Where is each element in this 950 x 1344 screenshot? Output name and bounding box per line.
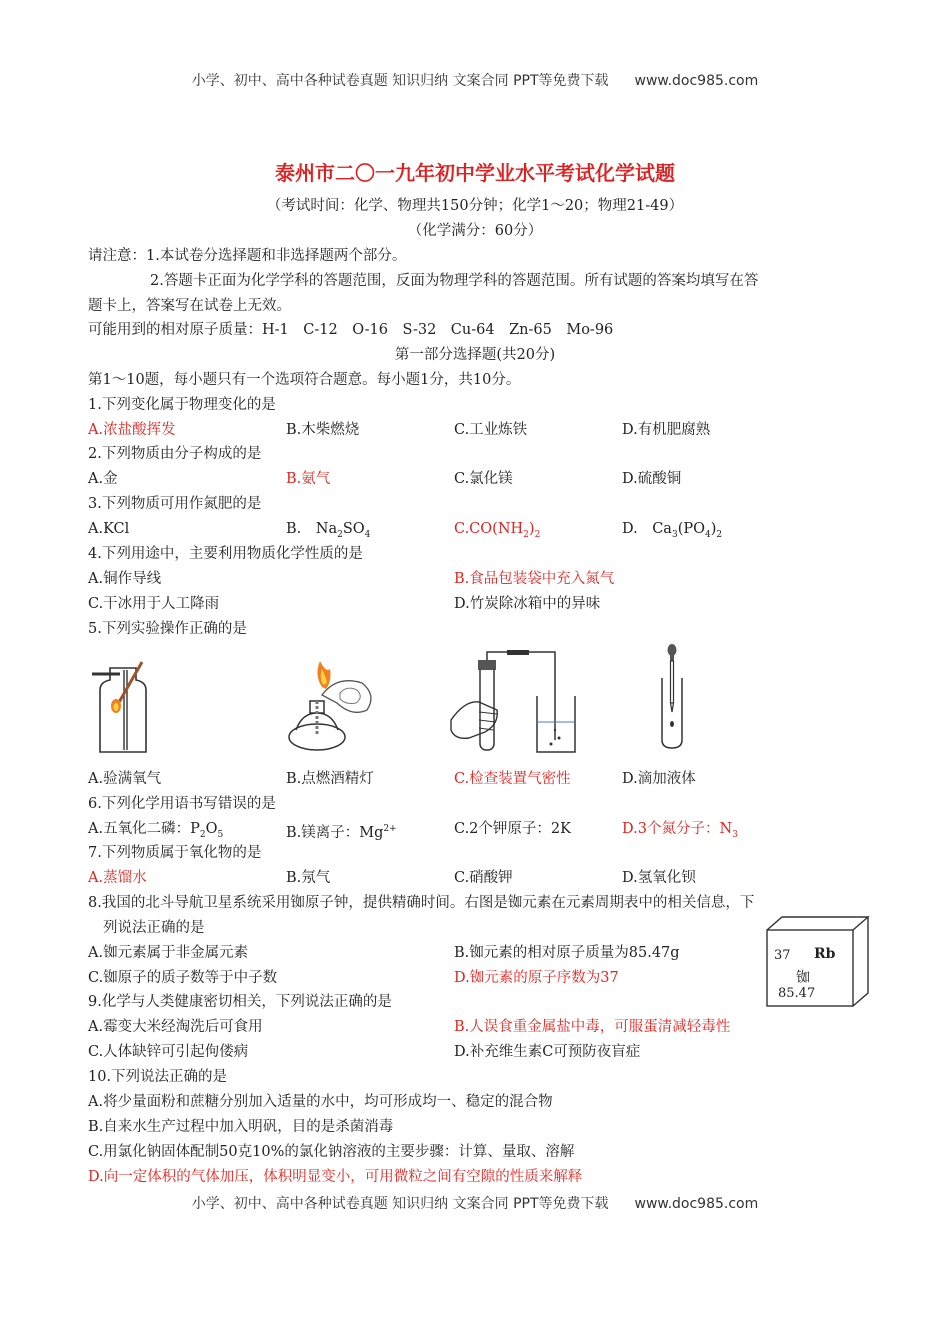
full-score: （化学满分：60分） [407, 223, 543, 239]
q9-option-a: A.霉变大米经淘洗后可食用 [88, 1019, 263, 1035]
q1-option-c: C.工业炼铁 [454, 422, 528, 438]
q8-stem-2: 列说法正确的是 [103, 920, 205, 936]
q1-option-d: D.有机肥腐熟 [622, 422, 711, 438]
q3-option-a: A.KCl [88, 521, 130, 537]
q4-option-a: A.铜作导线 [88, 571, 162, 587]
q10-stem: 10.下列说法正确的是 [88, 1069, 228, 1085]
q2-option-b: B.氨气 [286, 471, 331, 487]
q2-option-c: C.氯化镁 [454, 471, 513, 487]
q9-option-c: C.人体缺锌可引起佝偻病 [88, 1044, 249, 1060]
oxygen-test-figure [90, 660, 160, 755]
q7-option-d: D.氢氧化钡 [622, 870, 696, 886]
q4-stem: 4.下列用途中，主要利用物质化学性质的是 [88, 546, 363, 562]
page-footer [0, 1193, 950, 1213]
instructions: 第1～10题，每小题只有一个选项符合题意。每小题1分，共10分。 [88, 372, 521, 388]
q6-option-c: C.2个钾原子：2K [454, 821, 571, 837]
exam-title: 泰州市二〇一九年初中学业水平考试化学试题 [275, 161, 675, 185]
q6-stem: 6.下列化学用语书写错误的是 [88, 796, 276, 812]
exam-time: （考试时间：化学、物理共150分钟；化学1～20；物理21-49） [266, 198, 684, 214]
footer-text: 小学、初中、高中各种试卷真题 知识归纳 文案合同 PPT等免费下载 [191, 1196, 609, 1212]
header-site[interactable]: www.doc985.com [634, 73, 759, 89]
q8-option-d: D.铷元素的原子序数为37 [454, 970, 619, 986]
q10-option-c: C.用氯化钠固体配制50克10%的氯化钠溶液的主要步骤：计算、量取、溶解 [88, 1144, 575, 1160]
q7-option-a: A.蒸馏水 [88, 870, 147, 886]
notice-line2: 2.答题卡正面为化学学科的答题范围，反面为物理学科的答题范围。所有试题的答案均填写在答 [150, 273, 759, 289]
footer-site[interactable]: www.doc985.com [634, 1196, 759, 1212]
q4-option-b: B.食品包装袋中充入氮气 [454, 571, 615, 587]
element-number: 37 [774, 948, 791, 963]
atomic-masses: 可能用到的相对原子质量：H-1 C-12 O-16 S-32 Cu-64 Zn-65 Mo-96 [88, 322, 614, 338]
element-symbol: Rb [814, 946, 836, 962]
notice-line3: 题卡上，答案写在试卷上无效。 [88, 298, 291, 314]
q4-option-c: C.干冰用于人工降雨 [88, 596, 220, 612]
q5-option-c: C.检查装置气密性 [454, 771, 571, 787]
q1-option-a: A.浓盐酸挥发 [88, 422, 176, 438]
q5-option-b: B.点燃酒精灯 [286, 771, 374, 787]
q7-option-b: B.氖气 [286, 870, 331, 886]
q7-option-c: C.硝酸钾 [454, 870, 513, 886]
q2-option-a: A.金 [88, 471, 118, 487]
q6-option-b: B.镁离子：$Mg^{2+}$ [286, 824, 397, 841]
q5-option-a: A.验满氧气 [88, 771, 162, 787]
q8-option-c: C.铷原子的质子数等于中子数 [88, 970, 278, 986]
q3-option-d: D. $Ca_3(PO_4)_2$ [622, 521, 723, 540]
q10-option-d: D.向一定体积的气体加压，体积明显变小，可用微粒之间有空隙的性质来解释 [88, 1169, 583, 1185]
q6-option-a: A.五氧化二磷：$P_2O_5$ [88, 821, 224, 840]
q7-stem: 7.下列物质属于氧化物的是 [88, 845, 262, 861]
element-name: 铷 [796, 970, 810, 986]
q10-option-a: A.将少量面粉和蔗糖分别加入适量的水中，均可形成均一、稳定的混合物 [88, 1094, 553, 1110]
q9-option-d: D.补充维生素C可预防夜盲症 [454, 1044, 641, 1060]
q1-stem: 1.下列变化属于物理变化的是 [88, 397, 276, 413]
q6-option-d: D.3个氮分子：$N_3$ [622, 821, 738, 840]
q8-option-a: A.铷元素属于非金属元素 [88, 945, 249, 961]
header-text: 小学、初中、高中各种试卷真题 知识归纳 文案合同 PPT等免费下载 [191, 73, 609, 89]
q1-option-b: B.木柴燃烧 [286, 422, 360, 438]
q2-option-d: D.硫酸铜 [622, 471, 682, 487]
q9-option-b: B.人误食重金属盐中毒，可服蛋清减轻毒性 [454, 1019, 731, 1035]
q3-option-c: $C.CO(NH_2)_2$ [454, 521, 541, 540]
q3-stem: 3.下列物质可用作氮肥的是 [88, 496, 262, 512]
q9-stem: 9.化学与人类健康密切相关，下列说法正确的是 [88, 994, 392, 1010]
rubidium-element-card [766, 916, 870, 1008]
q5-option-d: D.滴加液体 [622, 771, 696, 787]
q5-stem: 5.下列实验操作正确的是 [88, 621, 247, 637]
dropper-figure [652, 642, 692, 752]
q8-stem-1: 8.我国的北斗导航卫星系统采用铷原子钟，提供精确时间。右图是铷元素在元素周期表中的相关信息，下 [88, 895, 755, 911]
q8-option-b: B.铷元素的相对原子质量为85.47g [454, 945, 680, 961]
q2-stem: 2.下列物质由分子构成的是 [88, 446, 262, 462]
q10-option-b: B.自来水生产过程中加入明矾，目的是杀菌消毒 [88, 1119, 394, 1135]
page-header [0, 70, 950, 90]
part1-heading: 第一部分选择题(共20分) [394, 347, 556, 363]
alcohol-lamp-figure [282, 655, 382, 755]
element-mass: 85.47 [778, 986, 816, 1001]
airtightness-check-figure [445, 650, 585, 755]
q3-option-b: B. $Na_2SO_4$ [286, 521, 371, 540]
notice-line1: 请注意：1.本试卷分选择题和非选择题两个部分。 [88, 248, 407, 264]
q4-option-d: D.竹炭除冰箱中的异味 [454, 596, 601, 612]
